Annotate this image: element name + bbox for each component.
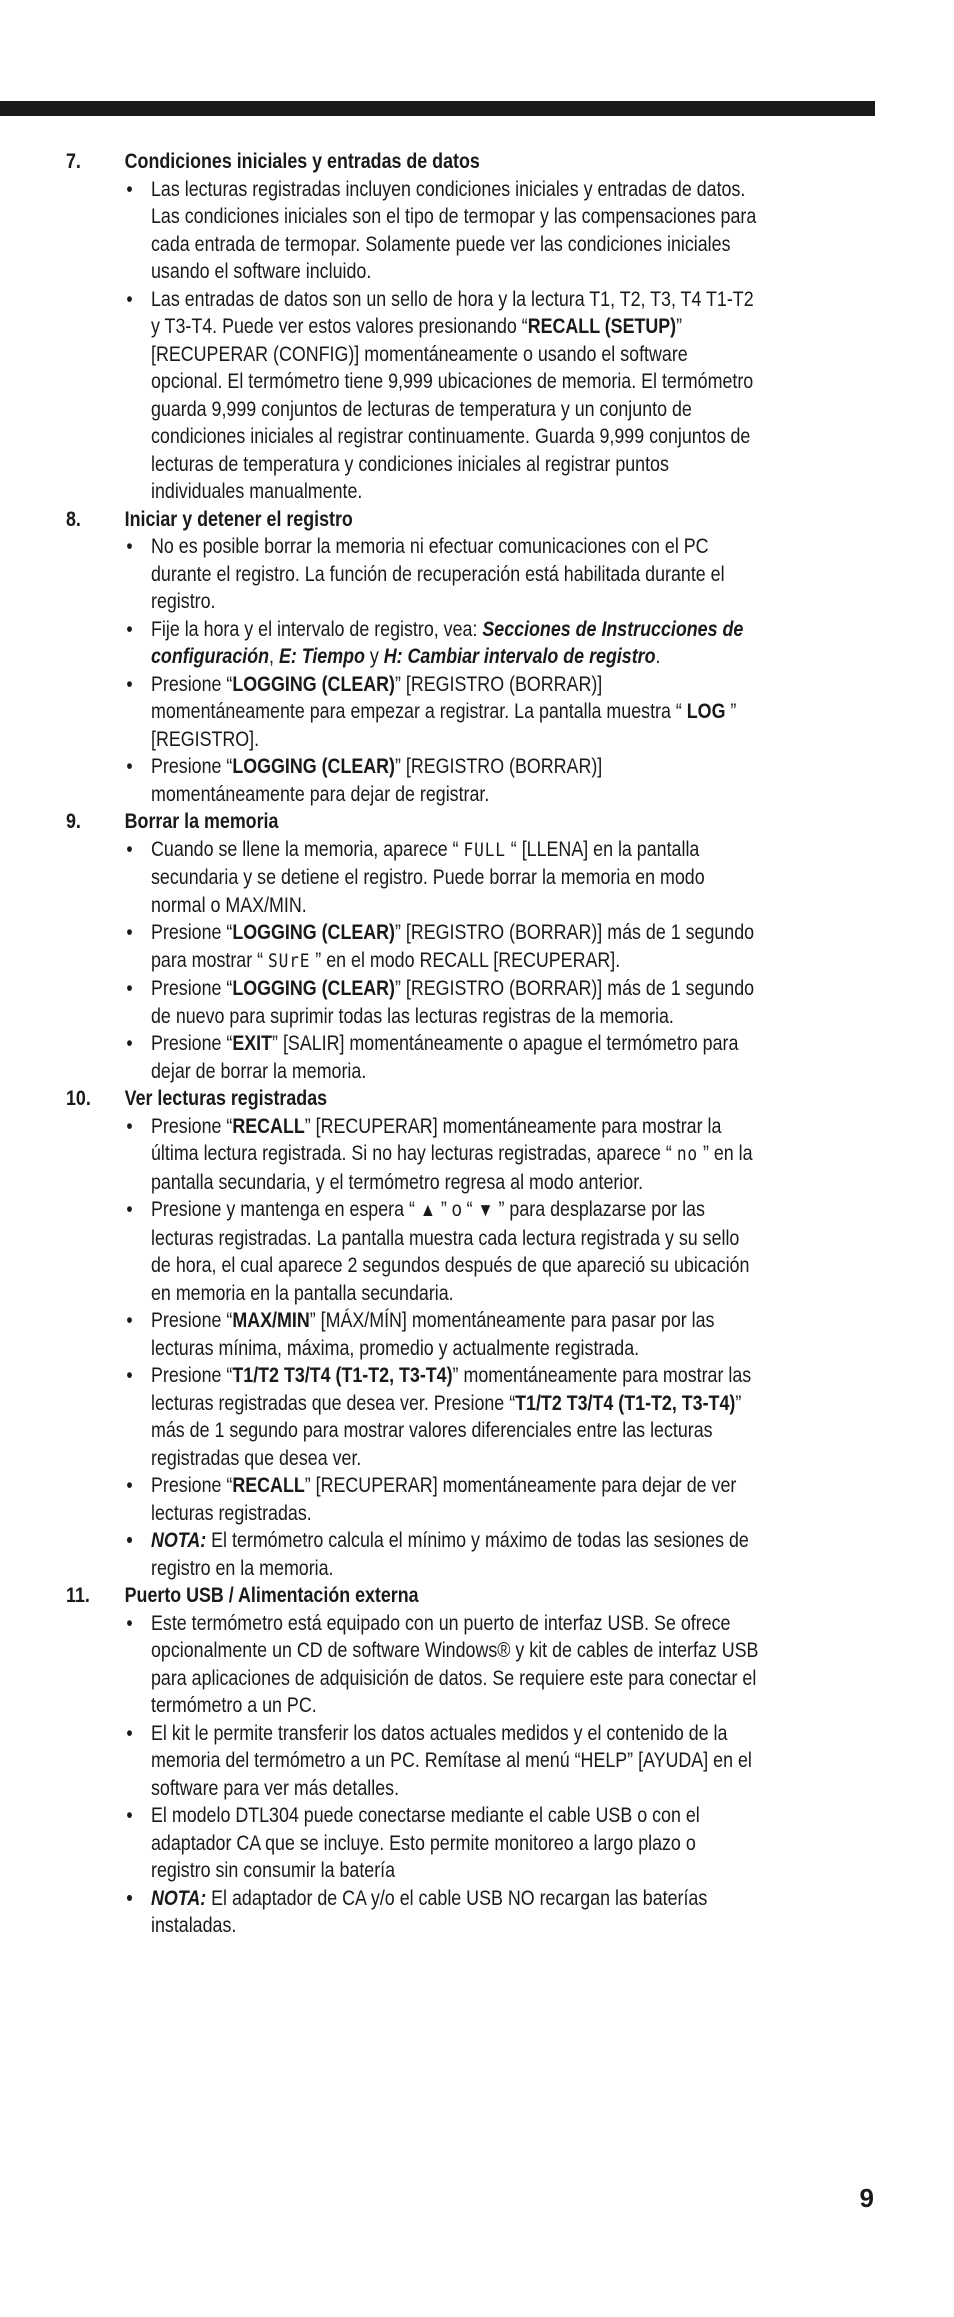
bullet-list — [66, 836, 759, 1086]
emphasis-text: H: Cambiar intervalo de registro — [383, 645, 656, 668]
body-text: Presione “ — [151, 921, 233, 944]
section-title: Ver lecturas registradas — [124, 1087, 328, 1110]
bullet-list — [66, 1113, 759, 1583]
section-number: 11. — [66, 1584, 90, 1607]
emphasis-text: LOGGING (CLEAR) — [232, 921, 395, 944]
emphasis-text: LOGGING (CLEAR) — [232, 977, 395, 1000]
lcd-segment-text: no — [676, 1143, 699, 1165]
body-text: Cuando se llene la memoria, aparece “ — [151, 837, 464, 861]
body-text: ” [MÁX/MÍN] momentáneamente para pasar por las lecturas mínima, máxima, promedio y actualmente registrada. — [151, 1309, 715, 1360]
section-number: 9. — [66, 810, 81, 833]
bullet-item — [125, 836, 759, 920]
body-text: Presione “ — [151, 1474, 233, 1497]
body-text: ” [REGISTRO (BORRAR)] más de 1 segundo para mostrar “ — [151, 921, 755, 972]
emphasis-text: LOG — [686, 700, 726, 723]
bullet-item — [125, 975, 759, 1030]
body-text: Este termómetro está equipado con un puerto de interfaz USB. Se ofrece opcionalmente un CD de software Windows® y kit de cables de interfaz USB para aplicaciones de adquisición de datos. Se requiere este para conectar el termómetro a un PC. — [151, 1611, 759, 1717]
body-text: El adaptador de CA y/o el cable USB NO recargan las baterías instaladas. — [151, 1886, 708, 1937]
body-text: Presione y mantenga en espera “ — [151, 1198, 420, 1221]
up-arrow-icon: ▲ — [419, 1200, 436, 1221]
body-text: . — [655, 645, 661, 668]
section-title: Puerto USB / Alimentación externa — [124, 1584, 419, 1607]
emphasis-text: LOGGING (CLEAR) — [232, 672, 395, 696]
emphasis-text: T1/T2 T3/T4 (T1-T2, T3-T4) — [232, 1364, 453, 1387]
bullet-item — [125, 919, 759, 975]
bullet-item — [125, 671, 759, 754]
body-text: El modelo DTL304 puede conectarse mediante el cable USB o con el adaptador CA que se incluye. Esto permite monitoreo a largo plazo o registro sin consumir la batería — [151, 1804, 700, 1882]
bullet-list — [66, 1610, 759, 1940]
body-text: El kit le permite transferir los datos actuales medidos y el contenido de la memoria del termómetro a un PC. Remítase al menú “HELP” [AYUDA] en el software para ver más detalles. — [151, 1721, 752, 1800]
section-title: Borrar la memoria — [124, 810, 279, 833]
emphasis-text: NOTA: — [151, 1529, 207, 1552]
page-number: 9 — [859, 2183, 874, 2213]
body-text: El termómetro calcula el mínimo y máximo de todas las sesiones de registro en la memoria. — [151, 1529, 749, 1580]
body-text: ” [REGISTRO]. — [151, 700, 737, 751]
emphasis-text: EXIT — [232, 1032, 273, 1055]
emphasis-text: T1/T2 T3/T4 (T1-T2, T3-T4) — [515, 1391, 736, 1415]
bullet-list — [66, 176, 759, 506]
body-text: ” [REGISTRO (BORRAR)] más de 1 segundo de nuevo para suprimir todas las lecturas registras de la memoria. — [151, 977, 755, 1028]
bullet-item — [125, 753, 759, 808]
section-number: 7. — [66, 150, 81, 173]
section-heading — [66, 1085, 759, 1113]
body-text: Presione “ — [151, 1309, 233, 1332]
body-text: ” [RECUPERAR] momentáneamente para mostrar la última lectura registrada. Si no hay lecturas registradas, aparece “ — [151, 1114, 722, 1165]
emphasis-text: RECALL — [232, 1114, 305, 1138]
bullet-item — [125, 616, 759, 671]
bullet-item — [125, 1472, 759, 1527]
body-text: No es posible borrar la memoria ni efectuar comunicaciones con el PC durante el registro. La función de recuperación está habilitada durante el registro. — [151, 535, 725, 613]
note-item — [125, 1527, 759, 1582]
body-text: ” para desplazarse por las lecturas registradas. La pantalla muestra cada lectura registrada y su sello de hora, el cual aparece 2 segundos después de que apareció su ubicación en memoria en la pantalla secundaria. — [151, 1198, 750, 1305]
bullet-item — [125, 1307, 759, 1362]
section-number: 8. — [66, 507, 81, 531]
section-heading — [66, 1582, 759, 1610]
body-text: Presione “ — [151, 1114, 233, 1138]
body-text: “ [LLENA] en la pantalla secundaria y se detiene el registro. Puede borrar la memoria en modo normal o MAX/MIN. — [151, 837, 705, 917]
emphasis-text: Secciones de Instrucciones de configuración — [151, 617, 744, 668]
body-text: Fije la hora y el intervalo de registro, vea: — [151, 617, 483, 641]
body-text: ” o “ — [435, 1198, 478, 1221]
section — [66, 506, 759, 809]
section-heading — [66, 148, 759, 176]
emphasis-text: E: Tiempo — [278, 645, 365, 668]
down-arrow-icon: ▼ — [477, 1200, 494, 1221]
body-text: Las lecturas registradas incluyen condiciones iniciales y entradas de datos. Las condiciones iniciales son el tipo de termopar y las compensaciones para cada entrada de termopar. Solamente puede ver las condiciones iniciales usando el software incluido. — [151, 177, 757, 283]
bullet-item — [125, 1030, 759, 1085]
body-text: ” en el modo RECALL [RECUPERAR]. — [310, 948, 621, 972]
bullet-item — [125, 1610, 759, 1720]
body-text: ” en la pantalla secundaria, y el termómetro regresa al modo anterior. — [151, 1142, 753, 1194]
body-text: Presione “ — [151, 672, 233, 696]
bullet-item — [125, 1802, 759, 1885]
emphasis-text: RECALL — [232, 1474, 305, 1497]
header-rule — [0, 101, 875, 116]
document-body — [66, 148, 759, 1940]
lcd-segment-text: FULL — [463, 838, 506, 861]
body-text: Presione “ — [151, 755, 233, 778]
body-text: Presione “ — [151, 977, 233, 1000]
body-text: Presione “ — [151, 1032, 233, 1055]
emphasis-text: NOTA: — [151, 1886, 207, 1910]
body-text: y — [364, 645, 384, 668]
emphasis-text: MAX/MIN — [232, 1309, 310, 1332]
body-text: ” más de 1 segundo para mostrar valores diferenciales entre las lecturas registradas que desea ver. — [151, 1391, 742, 1470]
section — [66, 808, 759, 1085]
bullet-item — [125, 286, 759, 506]
section-number: 10. — [66, 1087, 91, 1110]
section-heading — [66, 808, 759, 836]
body-text: ” [RECUPERAR] momentáneamente para dejar de ver lecturas registradas. — [151, 1474, 737, 1525]
bullet-item — [125, 1720, 759, 1803]
bullet-list — [66, 533, 759, 808]
body-text: ” [SALIR] momentáneamente o apague el termómetro para dejar de borrar la memoria. — [151, 1032, 739, 1083]
body-text: ” [REGISTRO (BORRAR)] momentáneamente para empezar a registrar. La pantalla muestra “ — [151, 672, 687, 723]
bullet-item — [125, 1362, 759, 1472]
bullet-item — [125, 1113, 759, 1197]
body-text: Las entradas de datos son un sello de hora y la lectura T1, T2, T3, T4 T1-T2 y T3-T4. Puede ver estos valores presionando “ — [151, 287, 754, 338]
body-text: ” [RECUPERAR (CONFIG)] momentáneamente o usando el software opcional. El termómetro tiene 9,999 ubicaciones de memoria. El termómetro guarda 9,999 conjuntos de lecturas de temperatura y un conjunto de condiciones iniciales al registrar continuamente. Guarda 9,999 conjuntos de lecturas de temperatura y condiciones iniciales al registrar puntos individuales manualmente. — [151, 315, 754, 503]
section — [66, 1085, 759, 1582]
body-text: ” momentáneamente para mostrar las lecturas registradas que desea ver. Presione “ — [151, 1364, 752, 1415]
bullet-item — [125, 1196, 759, 1307]
section-title: Iniciar y detener el registro — [124, 507, 353, 531]
body-text: ” [REGISTRO (BORRAR)] momentáneamente para dejar de registrar. — [151, 755, 603, 806]
lcd-segment-text: SUrE — [268, 949, 311, 972]
emphasis-text: LOGGING (CLEAR) — [232, 755, 395, 778]
bullet-item — [125, 176, 759, 286]
body-text: Presione “ — [151, 1364, 233, 1387]
body-text: , — [269, 645, 279, 668]
note-item — [125, 1885, 759, 1940]
bullet-item — [125, 533, 759, 616]
section — [66, 148, 759, 506]
emphasis-text: RECALL (SETUP) — [527, 315, 677, 338]
section-heading — [66, 506, 759, 534]
section — [66, 1582, 759, 1940]
section-title: Condiciones iniciales y entradas de datos — [124, 150, 480, 173]
